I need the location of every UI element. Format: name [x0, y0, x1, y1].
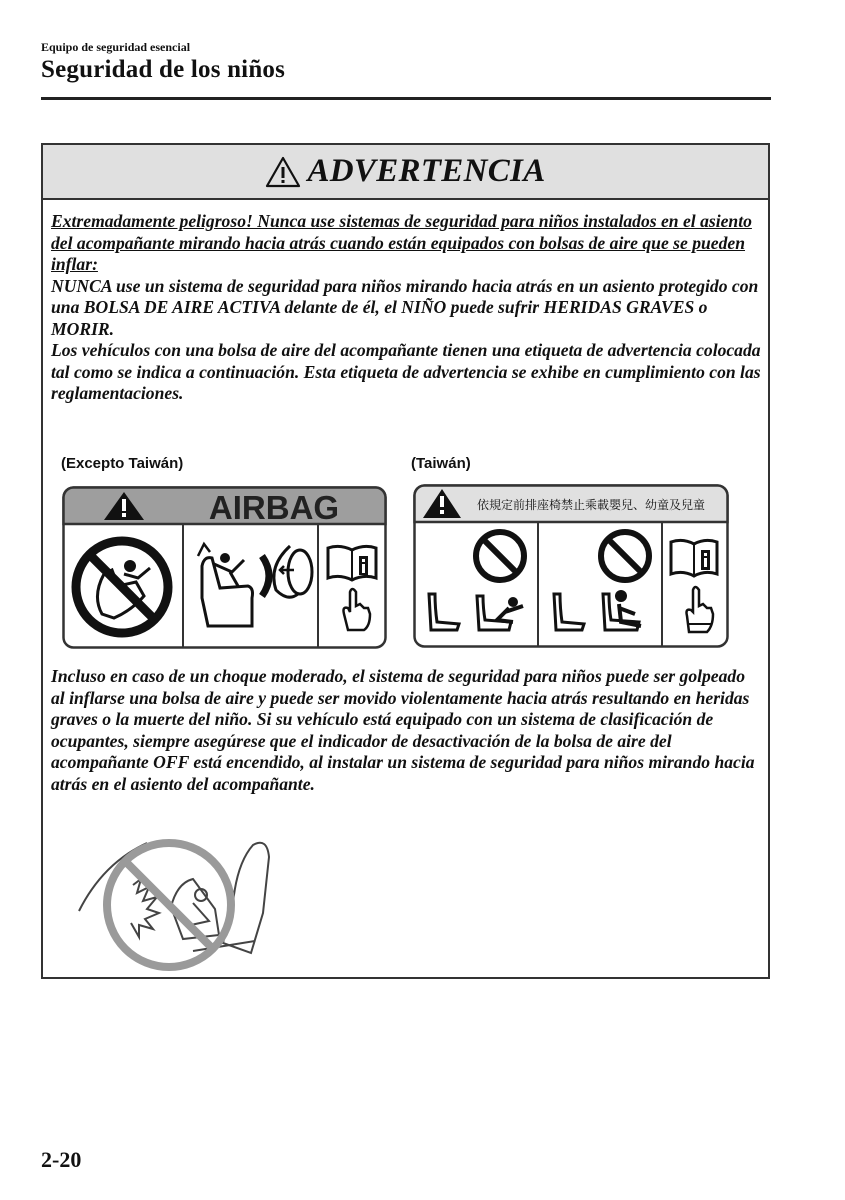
label-caption-taiwan: (Taiwán): [411, 455, 471, 472]
title-rule: [41, 97, 771, 100]
label-caption-except-taiwan: (Excepto Taiwán): [61, 455, 184, 472]
warning-para-2: Los vehículos con una bolsa de aire del acompañante tienen una etiqueta de advertencia colocada tal como se indica a continuación. Esta etiqueta de advertencia se exhibe en cumplimiento con las reglamentaciones.: [51, 340, 761, 403]
no-entry-icon: [601, 532, 649, 580]
warning-underlined-text: Extremadamente peligroso! Nunca use sistemas de seguridad para niños instalados en el asiento del acompañante mirando hacia atrás cuando están equipados con bolsas de aire que se pueden inflar:: [51, 211, 752, 274]
airbag-danger-illustration: [73, 823, 293, 973]
warning-header: [43, 145, 768, 200]
manual-info-icon: [328, 546, 376, 580]
page-title: Seguridad de los niños: [41, 56, 286, 83]
page-number: 2-20: [41, 1147, 82, 1172]
warning-title: ADVERTENCIA: [307, 153, 546, 189]
warning-triangle-icon: [265, 156, 301, 188]
warning-para-3-block: [51, 666, 761, 795]
airbag-word: AIRBAG: [208, 489, 340, 526]
warning-intro: [51, 211, 761, 405]
section-label: Equipo de seguridad esencial: [41, 40, 191, 54]
warning-box: [41, 143, 770, 979]
warning-para-1: NUNCA use un sistema de seguridad para niños mirando hacia atrás en un asiento protegido con una BOLSA DE AIRE ACTIVA delante de él, el NIÑO puede sufrir HERIDAS GRAVES o MORIR.: [51, 275, 759, 339]
no-entry-icon: [76, 541, 168, 633]
airbag-warning-label: [62, 486, 387, 649]
taiwan-warning-label: [413, 484, 729, 648]
taiwan-warning-text: 依規定前排座椅禁止乘載嬰兒、幼童及兒童: [476, 498, 706, 512]
manual-info-icon: [671, 540, 717, 576]
no-entry-icon: [476, 532, 524, 580]
warning-para-3: Incluso en caso de un choque moderado, el sistema de seguridad para niños puede ser golpeado al inflarse una bolsa de aire y puede ser movido violentamente hacia atrás resultando en heridas graves o la muerte del niño. Si su vehículo está equipado con un sistema de clasificación de ocupantes, siempre asegúrese que el indicador de desactivación de la bolsa de aire del acompañante OFF está encendido, al instalar un sistema de seguridad para niños mirando hacia atrás en el asiento del acompañante.: [51, 666, 755, 794]
